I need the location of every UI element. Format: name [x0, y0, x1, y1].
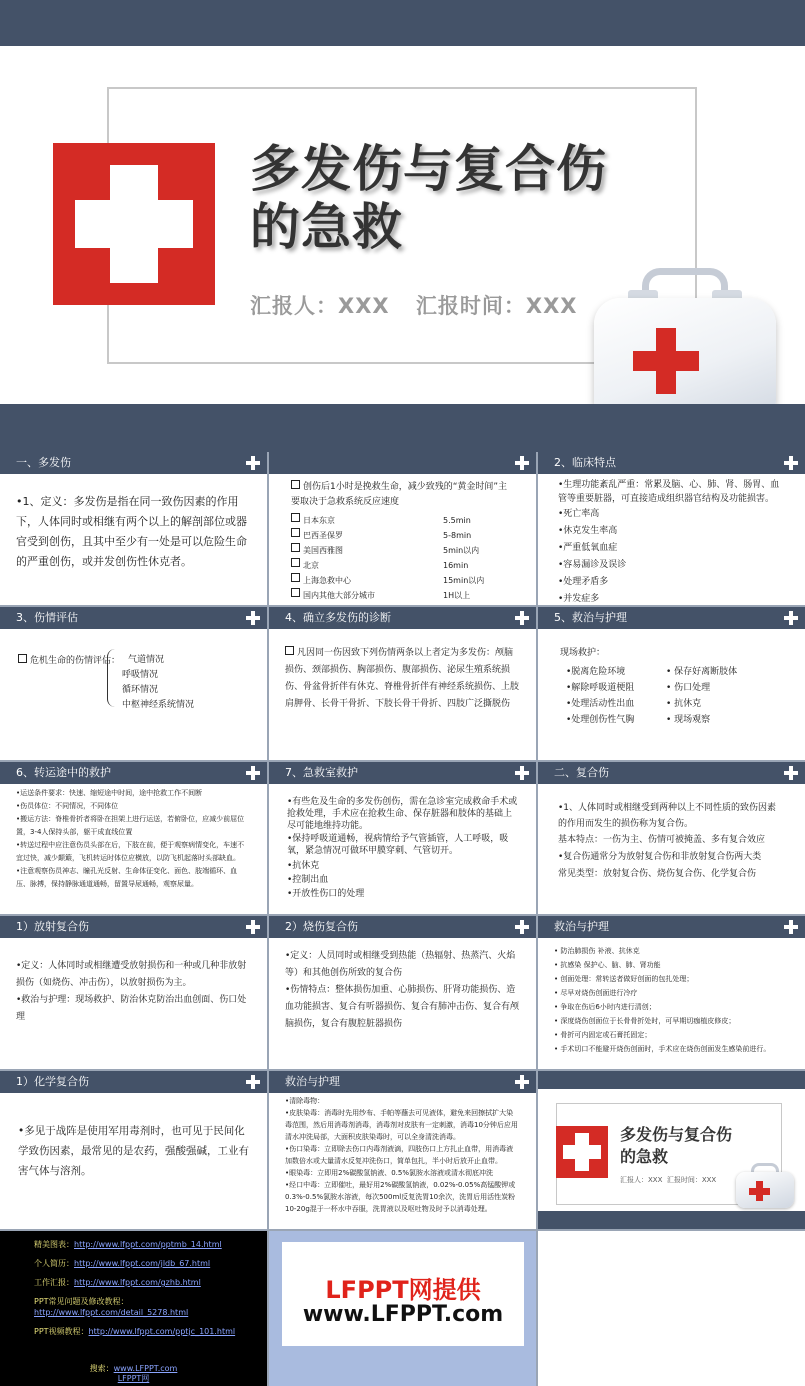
mini-report-time: 汇报时间：XXX [666, 1176, 717, 1184]
plus-icon [245, 765, 261, 781]
city-name: 巴西圣保罗 [303, 531, 343, 540]
clinical-item: •死亡率高 [558, 509, 600, 519]
plus-icon [514, 610, 530, 626]
mini-first-aid-kit-icon [736, 1163, 794, 1207]
link-label: 工作汇报： [34, 1278, 74, 1287]
combined-item: 常见类型：放射复合伤、烧伤复合伤、化学复合伤 [558, 869, 757, 879]
er-item: •抗休克 [287, 861, 320, 871]
assessment-item: 气道情况 [128, 655, 165, 665]
rescue-item: • 伤口处理 [666, 683, 711, 693]
slide-title: 7、急救室救护 [285, 766, 358, 779]
empty-panel [538, 1231, 805, 1386]
link-label: 个人简历： [34, 1259, 74, 1268]
assessment-item: 循环情况 [122, 685, 159, 695]
burn-care-item: • 防治肺损伤 补液、抗休克 [554, 947, 640, 955]
lfppt-banner [282, 1242, 524, 1346]
burn-item: •伤情特点：整体损伤加重、心肺损伤、肝肾功能损伤、造血功能损害、复合有听器损伤、复合有肺冲击伤、复合有颅脑损伤，复合有腹腔脏器损伤 [285, 985, 520, 1029]
burn-care-item: • 骨折可内固定或石膏托固定； [554, 1031, 652, 1039]
slide-header [538, 916, 805, 938]
cross-icon-bar [563, 1145, 601, 1159]
report-time-label: 汇报时间：XXX [415, 294, 578, 318]
city-row [291, 588, 514, 603]
city-row [291, 573, 514, 588]
mini-title [620, 1124, 732, 1168]
link-url[interactable]: http://www.lfppt.com/gzhb.html [74, 1278, 201, 1287]
slide-header [269, 762, 536, 784]
reporter-label: 汇报人：XXX [250, 294, 390, 318]
plus-icon [514, 1074, 530, 1090]
plus-icon [245, 919, 261, 935]
burn-care-item: • 尽早对烧伤创面进行冷疗 [554, 989, 638, 997]
city-time: 1H以上 [443, 591, 471, 600]
page-title [250, 140, 690, 256]
golden-time-intro: 创伤后1小时是挽救生命，减少致残的“黄金时间”主要取决于急救系统反应速度 [291, 480, 514, 510]
chem-care-item: •清除毒物： [285, 1097, 325, 1105]
slide-header [0, 916, 267, 938]
rescue-item: •处理活动性出血 [566, 699, 635, 709]
city-name: 国内其他大部分城市 [303, 591, 375, 600]
clinical-item: •容易漏诊及误诊 [558, 560, 627, 570]
slide-diagnosis[interactable] [269, 607, 536, 760]
combined-item: •复合伤通常分为放射复合伤和非放射复合伤两大类 [558, 852, 762, 862]
chem-care-item: •经口中毒：立即催吐，最好用2%碳酸氢钠液，0.02%-0.05%高锰酸钾或0.3%-0.5%氯胺水溶液，每次500ml反复洗胃10余次，洗胃后用活性炭粉10-20g混于一杯水中吞服，洗胃液以及呕吐物及时予以消毒处理。 [285, 1181, 516, 1213]
slide-header [0, 1071, 267, 1093]
slide-burn[interactable] [269, 916, 536, 1069]
plus-icon [514, 919, 530, 935]
link-url[interactable]: http://www.lfppt.com/pptjc_101.html [88, 1327, 236, 1336]
city-name: 北京 [303, 561, 319, 570]
site-name-link[interactable]: LFPPT网 [117, 1374, 150, 1383]
slide-header [269, 607, 536, 629]
links-footer [0, 1364, 267, 1384]
rescue-item: •处理创伤性气胸 [566, 715, 635, 725]
hero-bottom-bar [0, 404, 805, 452]
assessment-item: 呼吸情况 [122, 670, 159, 680]
chem-care-item: •眼染毒：立即用2%碳酸氢钠液、0.5%氯胺水溶液或清水彻底冲洗 [285, 1169, 494, 1177]
mini-title-line-2: 的急救 [620, 1147, 669, 1166]
search-link[interactable]: www.LFPPT.com [113, 1364, 178, 1373]
city-time: 15min以内 [443, 576, 485, 585]
rescue-item: •脱离危险环境 [566, 667, 626, 677]
plus-icon [245, 455, 261, 471]
assessment-item: 中枢神经系统情况 [122, 700, 195, 710]
bracket [107, 649, 117, 707]
diagnosis-text: 凡因同一伤因致下列伤情两条以上者定为多发伤：颅脑损伤、颈部损伤、胸部损伤、腹部损伤、泌尿生殖系统损伤、骨盆骨折伴有休克、脊椎骨折伴有神经系统损伤、上肢肩胛骨、长骨干骨折、下肢长骨干骨折、四肢广泛撕脱伤 [285, 645, 520, 713]
assessment-lead: 危机生命的伤情评估： [18, 653, 120, 670]
title-line-1: 多发伤与复合伤 [250, 140, 607, 198]
hero-subtitle [250, 290, 595, 320]
link-label: 精美图表： [34, 1240, 74, 1249]
slide-title: 2）烧伤复合伤 [285, 920, 358, 933]
rescue-item: • 抗休克 [666, 699, 702, 709]
transport-item: •转送过程中应注意伤员头部在后，下肢在前，便于观察病情变化，车速不宜过快，减少颠簸，飞机转运时体位应横放，以防飞机起落时头部缺血。 [16, 841, 245, 862]
er-item: •保持呼吸道通畅，视病情给予气管插管，人工呼吸，吸氧，紧急情况可做环甲膜穿刺、气管切开。 [287, 834, 509, 856]
burn-care-item: • 手术切口不能避开烧伤创面时，手术应在烧伤创面发生感染前进行。 [554, 1045, 771, 1053]
link-item[interactable] [34, 1258, 235, 1269]
city-row [291, 513, 514, 528]
plus-icon [245, 1074, 261, 1090]
cross-icon-bar [75, 200, 193, 248]
slide-title: 救治与护理 [285, 1075, 340, 1088]
link-url[interactable]: http://www.lfppt.com/pptmb_14.html [74, 1240, 222, 1249]
slide-header [538, 452, 805, 474]
search-label: 搜索： [89, 1364, 114, 1373]
city-row [291, 543, 514, 558]
er-item: •有些危及生命的多发伤创伤，需在急诊室完成救命手术或抢救处理，手术应在抢救生命、保存脏器和肢体的基础上尽可能地维持功能。 [287, 797, 518, 831]
slide-title-mini[interactable] [538, 1071, 805, 1229]
definition-text: •1、定义：多发伤是指在同一致伤因素的作用下，人体同时或相继有两个以上的解剖部位或器官受到创伤，且其中至少有一处是可以危险生命的严重创伤，或并发创伤性休克者。 [16, 495, 247, 568]
slide-chemical-care[interactable] [269, 1071, 536, 1229]
link-item[interactable] [34, 1326, 235, 1337]
slide-title: 救治与护理 [554, 920, 609, 933]
chemical-text: •多见于战阵是使用军用毒剂时，也可见于民间化学致伤因素，最常见的是农药，强酸强碱，工业有害气体与溶剂。 [18, 1125, 249, 1177]
transport-item: •伤员体位：不同情况，不同体位 [16, 802, 119, 810]
slide-header [269, 452, 536, 474]
burn-care-item: • 创面处理：常转送者做好创面的包扎处理； [554, 975, 694, 983]
title-slide [0, 0, 805, 452]
city-row [291, 558, 514, 573]
link-item[interactable] [34, 1296, 235, 1307]
links-list [34, 1239, 235, 1347]
link-label: PPT常见问题及修改教程： [34, 1297, 129, 1306]
transport-item: •注意观察伤员神志、瞳孔光反射、生命体征变化、面色、肢端循环、血压、脉搏，保持静脉通道通畅，留置导尿通畅，观察尿量。 [16, 867, 238, 888]
er-item: •控制出血 [287, 875, 329, 885]
mini-bottom-bar [538, 1211, 805, 1229]
city-name: 美国西雅图 [303, 546, 343, 555]
link-item[interactable] [34, 1239, 235, 1250]
chem-care-item: •伤口染毒：立即除去伤口内毒剂液滴，四肢伤口上方扎止血带，用消毒液加数倍水或大量清水反复冲洗伤口，简单包扎，半小时后放开止血带。 [285, 1145, 514, 1165]
lfppt-line-1: LFPPT网提供 [325, 1276, 481, 1304]
combined-item: •1、人体同时或相继受到两种以上不同性质的致伤因素的作用而发生的损伤称为复合伤。 [558, 803, 777, 829]
slide-thumbnail-grid [0, 452, 805, 1386]
slide-header [269, 1071, 536, 1093]
slide-title: 6、转运途中的救护 [16, 766, 111, 779]
plus-icon [245, 610, 261, 626]
city-time: 5min以内 [443, 546, 480, 555]
slide-header [538, 607, 805, 629]
slide-er[interactable] [269, 762, 536, 914]
burn-item: •定义：人员同时或相继受到热能（热辐射、热蒸汽、火焰等）和其他创伤所致的复合伤 [285, 951, 516, 978]
clinical-item: •处理矛盾多 [558, 577, 609, 587]
slide-title: 1）放射复合伤 [16, 920, 89, 933]
clinical-item: •并发症多 [558, 594, 600, 604]
lfppt-line-2: www.LFPPT.com [302, 1302, 504, 1327]
links-panel [0, 1231, 267, 1386]
slide-header [0, 607, 267, 629]
slide-title: 一、多发伤 [16, 456, 71, 469]
radiation-item: •救治与护理：现场救护、防治休克防治出血创面、伤口处理 [16, 995, 247, 1022]
slide-assessment[interactable] [0, 607, 267, 760]
burn-care-item: • 争取在伤后6小时内进行清创； [554, 1003, 656, 1011]
slide-header [0, 452, 267, 474]
slide-header [0, 762, 267, 784]
slide-title: 1）化学复合伤 [16, 1075, 89, 1088]
clinical-item: •休克发生率高 [558, 526, 618, 536]
chem-care-item: •皮肤染毒：消毒时先用纱布、手帕等蘸去可见液体，避免来回擦拭扩大染毒范围，然后用消毒剂消毒，消毒剂对皮肤有一定刺激，消毒10分钟后应用清水冲洗局部，大面积皮肤染毒时，可以全身清洗消毒。 [285, 1109, 518, 1141]
city-time: 16min [443, 561, 469, 570]
slide-title: 2、临床特点 [554, 456, 616, 469]
red-cross-logo [53, 143, 215, 305]
mini-subtitle [620, 1175, 716, 1185]
city-name: 上海急救中心 [303, 576, 351, 585]
slide-combined-injury[interactable] [538, 762, 805, 914]
slide-burn-care[interactable] [538, 916, 805, 1069]
er-item: •开放性伤口的处理 [287, 889, 365, 899]
clinical-item: •严重低氧血症 [558, 543, 618, 553]
slide-chemical[interactable] [0, 1071, 267, 1229]
city-name: 日本东京 [303, 516, 335, 525]
mini-kit-cross-bar [749, 1188, 770, 1195]
plus-icon [783, 765, 799, 781]
assessment-list [122, 653, 194, 713]
plus-icon [514, 455, 530, 471]
slide-title: 二、复合伤 [554, 766, 609, 779]
slide-golden-time[interactable] [269, 452, 536, 605]
slide-rescue[interactable] [538, 607, 805, 760]
rescue-item: • 保存好离断肢体 [666, 667, 738, 677]
burn-care-item: • 深度烧伤创面位于长骨骨折处时，可早期切痂植皮修皮； [554, 1017, 736, 1025]
mini-reporter: 汇报人：XXX [620, 1176, 663, 1184]
slide-header [269, 916, 536, 938]
mini-red-cross-logo [556, 1126, 608, 1178]
slide-title: 3、伤情评估 [16, 611, 78, 624]
combined-item: 基本特点：一伤为主、伤情可被掩盖、多有复合效应 [558, 835, 766, 845]
rescue-item: •解除呼吸道梗阻 [566, 683, 635, 693]
slide-radiation[interactable] [0, 916, 267, 1069]
transport-item: •搬运方法：脊椎骨折者将卧在担架上进行运送，若俯卧位，应减少前屈位置，3-4人保持头部，躯干成直线位置 [16, 815, 245, 836]
slide-multi-injury[interactable] [0, 452, 267, 605]
lfppt-panel [269, 1231, 536, 1386]
slide-transport[interactable] [0, 762, 267, 914]
plus-icon [783, 455, 799, 471]
slide-clinical-features[interactable] [538, 452, 805, 605]
kit-cross-bar [633, 351, 699, 371]
rescue-item: • 现场观察 [666, 715, 711, 725]
transport-item: •运送条件要求：快速、缩短途中时间，途中抢救工作不间断 [16, 789, 203, 797]
burn-care-item: • 抗感染 保护心、脑、肺、肾功能 [554, 961, 661, 969]
hero-top-bar [0, 0, 805, 46]
mini-top-bar [538, 1071, 805, 1089]
title-line-2: 的急救 [250, 198, 403, 256]
link-url[interactable]: http://www.lfppt.com/detail_5278.html [34, 1308, 189, 1317]
city-time: 5.5min [443, 516, 471, 525]
link-url[interactable]: http://www.lfppt.com/jldb_67.html [74, 1259, 211, 1268]
link-item[interactable] [34, 1307, 235, 1318]
plus-icon [514, 765, 530, 781]
link-label: PPT视频教程： [34, 1327, 89, 1336]
mini-title-line-1: 多发伤与复合伤 [620, 1125, 733, 1144]
slide-title: 5、救治与护理 [554, 611, 627, 624]
slide-title: 4、确立多发伤的诊断 [285, 611, 391, 624]
link-item[interactable] [34, 1277, 235, 1288]
city-time: 5-8min [443, 531, 472, 540]
city-response-list [291, 513, 514, 603]
mini-kit-body [736, 1172, 794, 1208]
slide-header [538, 762, 805, 784]
clinical-item: •生理功能紊乱严重：常累及脑、心、肺、肾、肠胃、血管等重要脏器，可直接造成组织器官结构及功能损害。 [558, 480, 780, 504]
city-row [291, 528, 514, 543]
plus-icon [783, 919, 799, 935]
rescue-lead: 现场救护： [560, 648, 606, 658]
plus-icon [783, 610, 799, 626]
radiation-item: •定义：人体同时或相继遭受放射损伤和一种或几种非放射损伤（如烧伤、冲击伤），以放射损伤为主。 [16, 961, 247, 988]
rescue-list [560, 664, 783, 728]
